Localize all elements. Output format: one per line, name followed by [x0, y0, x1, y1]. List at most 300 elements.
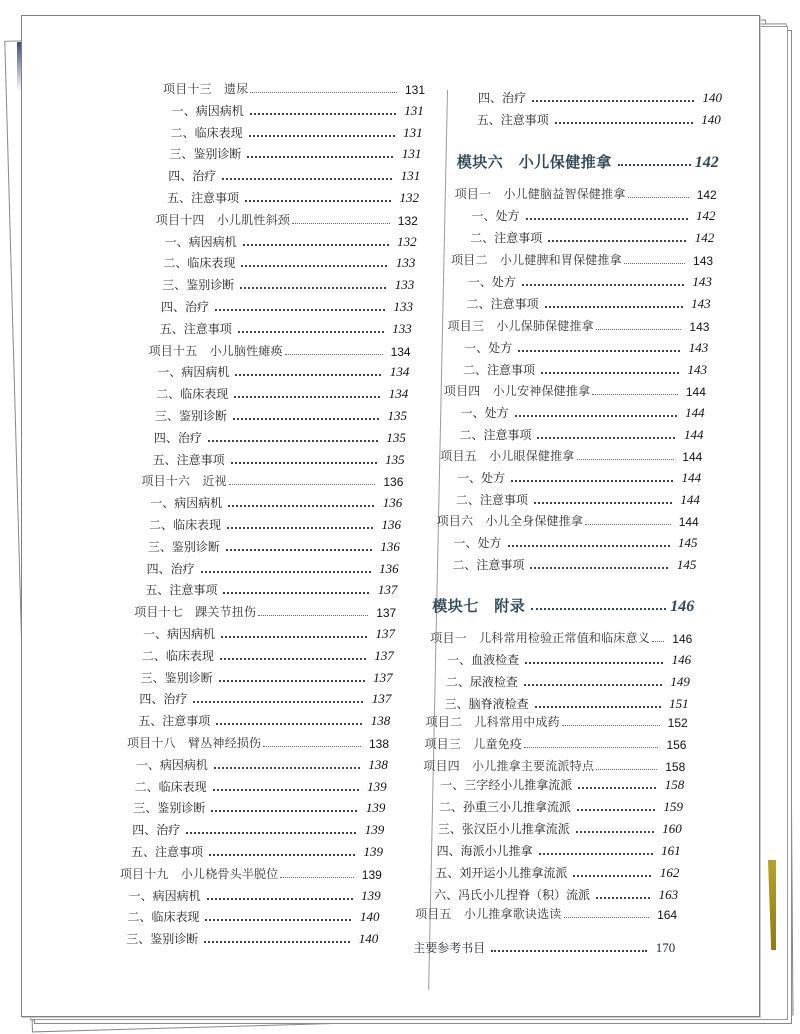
- toc-entry-label: 项目三 小儿保肺保健推拿: [447, 319, 594, 333]
- dot-leader: [243, 244, 389, 246]
- toc-page-number: 134: [388, 386, 409, 402]
- toc-entry-label: 五、刘开运小儿推拿流派: [435, 866, 568, 880]
- dot-leader: [280, 877, 353, 878]
- toc-entry-label: 五、注意事项: [131, 845, 204, 859]
- toc-subitem: [153, 450, 405, 468]
- dot-leader: [537, 437, 675, 439]
- dot-leader: [628, 197, 689, 198]
- toc-page-number: 140: [358, 931, 379, 947]
- toc-page-number: 136: [383, 475, 404, 490]
- toc-subitem: [446, 672, 690, 690]
- dot-leader: [531, 608, 666, 610]
- toc-page-number: 135: [387, 408, 407, 423]
- toc-page-number: 133: [393, 299, 413, 314]
- toc-entry-label: 二、临床表现: [156, 387, 229, 402]
- dot-leader: [573, 875, 651, 877]
- toc-page-number: 140: [359, 909, 380, 925]
- toc-entry-label: 三、脑脊液检查: [444, 697, 529, 711]
- toc-page-number: 144: [682, 450, 703, 464]
- dot-leader: [491, 950, 647, 952]
- dot-leader: [592, 394, 678, 395]
- toc-entry-label: 二、注意事项: [466, 297, 539, 311]
- toc-page-number: 143: [693, 254, 714, 268]
- toc-subitem: [136, 755, 388, 773]
- toc-page-number: 158: [665, 760, 686, 774]
- dot-leader: [578, 787, 656, 789]
- dot-leader: [207, 898, 353, 900]
- dot-leader: [201, 571, 371, 573]
- toc-page-number: 139: [361, 887, 381, 903]
- dot-leader: [596, 769, 657, 770]
- toc-references-heading: [413, 938, 675, 956]
- dot-leader: [258, 615, 368, 616]
- toc-page-number: 142: [696, 208, 716, 223]
- dot-leader: [228, 505, 374, 507]
- toc-page-number: 160: [662, 821, 682, 836]
- toc-subitem: [435, 863, 679, 881]
- toc-subitem: [133, 798, 385, 816]
- toc-subitem: [162, 275, 414, 293]
- toc-item: [440, 446, 702, 464]
- toc-page-number: 144: [681, 470, 702, 485]
- toc-page-number: 136: [381, 517, 402, 532]
- dot-leader: [532, 100, 694, 102]
- toc-subitem: [142, 646, 394, 664]
- toc-subitem: [163, 253, 415, 271]
- toc-item: [424, 734, 686, 752]
- toc-entry-label: 一、病因病机: [164, 234, 237, 249]
- toc-entry-label: 一、病因病机: [135, 757, 208, 772]
- toc-page-number: 131: [403, 124, 423, 140]
- dot-leader: [585, 524, 671, 525]
- toc-entry-label: 一、病因病机: [150, 496, 223, 511]
- toc-entry-label: 项目十六 近视: [141, 474, 227, 489]
- toc-subitem: [154, 428, 406, 446]
- toc-page-number: 161: [661, 843, 681, 858]
- dot-leader: [193, 701, 363, 703]
- dot-leader: [511, 480, 673, 482]
- dot-leader: [292, 223, 390, 224]
- toc-entry-label: 项目四 小儿推拿主要流派特点: [423, 759, 595, 773]
- toc-item: [444, 381, 706, 399]
- toc-page-number: 142: [696, 188, 717, 202]
- dot-leader: [577, 809, 655, 811]
- toc-page-number: 137: [374, 647, 394, 663]
- dot-leader: [524, 684, 662, 686]
- toc-entry-label: 二、临床表现: [149, 518, 222, 532]
- toc-page-number: 144: [680, 492, 700, 507]
- toc-page-number: 133: [392, 320, 412, 336]
- dot-leader: [235, 374, 381, 376]
- toc-page-number: 159: [663, 799, 683, 814]
- toc-subitem: [445, 694, 689, 712]
- toc-entry-label: 项目十四 小儿肌性斜颈: [155, 212, 290, 227]
- toc-page-number: 138: [368, 756, 388, 772]
- toc-subitem: [135, 777, 387, 795]
- toc-entry-label: 六、冯氏小儿捏脊（积）流派: [434, 888, 591, 902]
- toc-page-number: 139: [364, 822, 385, 838]
- toc-page-number: 139: [363, 844, 384, 859]
- dot-leader: [508, 545, 670, 547]
- toc-page-number: 163: [658, 887, 679, 902]
- toc-entry-label: 二、注意事项: [463, 363, 536, 377]
- toc-entry-label: 一、病因病机: [171, 103, 244, 118]
- toc-subitem: [472, 206, 716, 224]
- dot-leader: [535, 706, 661, 708]
- toc-subitem: [145, 580, 397, 598]
- toc-subitem: [132, 820, 384, 838]
- dot-leader: [522, 284, 684, 286]
- toc-entry-label: 四、治疗: [161, 300, 210, 314]
- dot-leader: [240, 287, 386, 289]
- toc-entry-label: 一、处方: [464, 341, 513, 355]
- toc-page-number: 142: [694, 154, 719, 171]
- dot-leader: [234, 396, 380, 398]
- toc-subitem: [157, 362, 409, 380]
- dot-leader: [576, 831, 654, 833]
- toc-page-number: 144: [685, 405, 705, 420]
- toc-subitem: [138, 711, 390, 729]
- toc-page-number: 137: [376, 606, 397, 621]
- toc-page-number: 136: [382, 495, 403, 511]
- toc-page-number: 158: [664, 777, 685, 792]
- dot-leader: [541, 372, 679, 374]
- dot-leader: [534, 502, 672, 504]
- toc-entry-label: 二、临床表现: [127, 910, 200, 925]
- toc-subitem: [168, 166, 420, 184]
- toc-entry-label: 二、临床表现: [163, 256, 236, 271]
- toc-item: [415, 904, 677, 922]
- toc-page-number: 152: [667, 716, 688, 730]
- toc-page-number: 135: [386, 429, 406, 445]
- toc-page-number: 137: [373, 669, 393, 685]
- dot-leader: [245, 200, 391, 202]
- dot-leader: [223, 592, 369, 594]
- toc-page-number: 131: [401, 146, 422, 162]
- dot-leader: [221, 636, 367, 638]
- toc-subitem: [440, 775, 684, 793]
- dot-leader: [227, 527, 373, 529]
- dot-leader: [247, 156, 393, 158]
- toc-subitem: [150, 493, 402, 511]
- toc-subitem: [454, 533, 698, 551]
- toc-page-number: 138: [370, 713, 391, 729]
- toc-entry-label: 一、病因病机: [157, 365, 230, 380]
- toc-item: [451, 250, 713, 268]
- toc-subitem: [467, 294, 711, 312]
- toc-entry-label: 模块七 附录: [432, 597, 526, 615]
- toc-page-number: 132: [399, 190, 419, 205]
- dot-leader: [518, 350, 680, 352]
- dot-leader: [263, 746, 361, 747]
- dot-leader: [525, 662, 663, 664]
- toc-entry-label: 二、注意事项: [452, 558, 525, 572]
- toc-subitem: [165, 232, 417, 250]
- toc-entry-label: 一、病因病机: [143, 627, 216, 641]
- toc-subitem: [149, 515, 401, 533]
- dot-leader: [285, 354, 383, 355]
- toc-entry-label: 项目二 儿科常用中成药: [425, 715, 560, 729]
- toc-entry-label: 项目十八 臂丛神经损伤: [127, 736, 262, 750]
- dot-leader: [249, 135, 395, 137]
- toc-item: [447, 316, 709, 334]
- toc-page-number: 133: [394, 277, 415, 293]
- toc-page-number: 131: [404, 83, 425, 97]
- dot-leader: [205, 919, 351, 921]
- dot-leader: [219, 680, 365, 682]
- toc-entry-label: 二、注意事项: [455, 493, 528, 507]
- toc-page-number: 162: [659, 865, 680, 880]
- dot-leader: [226, 549, 372, 551]
- toc-subitem: [461, 403, 705, 421]
- toc-page-number: 135: [385, 451, 405, 467]
- toc-subitem: [156, 384, 408, 402]
- toc-subitem: [139, 689, 391, 707]
- toc-page-number: 144: [685, 385, 706, 399]
- toc-subitem: [470, 228, 714, 246]
- toc-entry-label: 模块六 小儿保健推拿: [456, 153, 612, 171]
- toc-page-number: 156: [666, 738, 687, 752]
- toc-page-number: 132: [397, 233, 417, 249]
- toc-entry-label: 五、注意事项: [145, 583, 218, 598]
- toc-entry-label: 五、注意事项: [152, 452, 225, 467]
- toc-subitem: [171, 123, 423, 141]
- toc-entry-label: 项目一 小儿健脑益智保健推拿: [454, 187, 626, 201]
- toc-subitem: [129, 886, 381, 904]
- toc-subitem: [131, 842, 383, 860]
- toc-page-number: 145: [678, 535, 698, 550]
- dot-leader: [652, 641, 664, 642]
- toc-entry-label: 三、鉴别诊断: [169, 147, 242, 162]
- toc-subitem: [477, 110, 721, 128]
- toc-subitem: [468, 272, 712, 290]
- toc-entry-label: 三、鉴别诊断: [162, 278, 235, 293]
- toc-entry-label: 二、注意事项: [470, 231, 543, 245]
- toc-page-number: 136: [379, 560, 399, 576]
- toc-subitem: [172, 101, 424, 119]
- toc-entry-label: 四、治疗: [153, 430, 202, 445]
- toc-entry-label: 四、治疗: [132, 823, 181, 838]
- toc-entry-label: 二、临床表现: [141, 648, 214, 663]
- toc-subitem: [478, 88, 722, 106]
- toc-entry-label: 项目二 小儿健脾和胃保健推拿: [451, 253, 622, 267]
- toc-entry-label: 二、临床表现: [170, 125, 243, 140]
- toc-item: [437, 511, 699, 529]
- dot-leader: [577, 459, 675, 460]
- toc-entry-label: 四、治疗: [478, 91, 527, 105]
- toc-module-heading: [457, 148, 719, 172]
- toc-subitem: [459, 425, 703, 443]
- toc-entry-label: 五、注意事项: [167, 191, 240, 205]
- toc-module-heading: [432, 592, 694, 616]
- toc-entry-label: 四、治疗: [168, 169, 217, 184]
- toc-subitem: [457, 468, 701, 486]
- toc-subitem: [169, 144, 421, 162]
- toc-entry-label: 二、注意事项: [459, 428, 532, 442]
- dot-leader: [204, 941, 350, 943]
- toc-subitem: [126, 929, 378, 947]
- toc-page-number: 137: [377, 582, 398, 598]
- dot-leader: [215, 309, 385, 311]
- dot-leader: [229, 484, 376, 485]
- toc-subitem: [167, 188, 419, 206]
- dot-leader: [220, 658, 366, 660]
- toc-entry-label: 三、鉴别诊断: [155, 409, 228, 423]
- toc-page-number: 144: [678, 515, 699, 529]
- dot-leader: [530, 567, 668, 569]
- toc-page-number: 139: [367, 778, 387, 794]
- toc-item: [134, 602, 396, 620]
- toc-entry-label: 三、鉴别诊断: [126, 932, 199, 947]
- toc-item: [426, 712, 688, 730]
- dot-leader: [209, 854, 355, 856]
- toc-entry-label: 三、鉴别诊断: [133, 801, 206, 816]
- toc-page-number: 143: [692, 274, 712, 289]
- dot-leader: [222, 178, 392, 180]
- toc-subitem: [434, 885, 678, 903]
- dot-leader: [208, 440, 378, 442]
- toc-entry-label: 项目十九 小儿桡骨头半脱位: [119, 866, 279, 881]
- toc-entry-label: 项目十三 遗尿: [163, 82, 249, 96]
- dot-leader: [618, 164, 691, 166]
- dot-leader: [545, 306, 683, 308]
- dot-leader: [562, 725, 660, 726]
- toc-entry-label: 一、病因病机: [128, 888, 201, 903]
- toc-item: [149, 341, 411, 359]
- toc-entry-label: 五、注意事项: [138, 714, 211, 729]
- toc-item: [156, 210, 418, 228]
- toc-subitem: [463, 360, 707, 378]
- toc-entry-label: 项目十七 踝关节扭伤: [134, 605, 257, 620]
- toc-page-number: 132: [397, 213, 418, 228]
- toc-entry-label: 五、注意事项: [159, 321, 232, 336]
- toc-entry-label: 三、鉴别诊断: [140, 670, 213, 685]
- dot-leader: [596, 897, 650, 899]
- toc-subitem: [464, 338, 708, 356]
- toc-item: [127, 733, 389, 751]
- toc-page-number: 142: [694, 230, 715, 245]
- toc-subitem: [438, 819, 682, 837]
- dot-leader: [539, 853, 653, 855]
- dot-leader: [233, 418, 379, 420]
- toc-item: [423, 756, 685, 774]
- toc-page-number: 136: [380, 538, 400, 554]
- dot-leader: [216, 723, 362, 725]
- toc-item: [430, 628, 692, 646]
- toc-entry-label: 一、处方: [460, 406, 509, 420]
- toc-page-number: 146: [672, 632, 693, 646]
- toc-subitem: [160, 319, 412, 337]
- toc-page-number: 137: [375, 626, 396, 641]
- toc-entry-label: 项目四 小儿安神保健推拿: [443, 384, 591, 398]
- toc-subitem: [143, 624, 395, 642]
- toc-entry-label: 项目十五 小儿脑性瘫痪: [148, 343, 283, 358]
- toc-subitem: [141, 668, 393, 686]
- toc-subitem: [456, 490, 700, 508]
- toc-entry-label: 项目三 儿童免疫: [424, 737, 523, 751]
- toc-page-number: 140: [702, 90, 722, 105]
- dot-leader: [213, 789, 359, 791]
- toc-page-number: 144: [683, 427, 704, 442]
- toc-subitem: [439, 797, 683, 815]
- toc-page-number: 145: [676, 557, 697, 572]
- dot-leader: [250, 92, 397, 93]
- toc-item: [455, 184, 717, 202]
- toc-entry-label: 一、处方: [471, 209, 520, 223]
- toc-page-number: 139: [365, 800, 386, 816]
- toc-page-number: 170: [655, 940, 676, 955]
- toc-page-number: 133: [395, 255, 416, 271]
- toc-subitem: [147, 559, 399, 577]
- toc-page-number: 134: [390, 344, 411, 359]
- toc-subitem: [148, 537, 400, 555]
- toc-page-number: 143: [689, 320, 710, 334]
- toc-page-number: 143: [691, 296, 711, 311]
- toc-item: [141, 471, 403, 489]
- toc-page-number: 164: [657, 908, 678, 922]
- toc-entry-label: 项目五 小儿眼保健推拿: [440, 449, 575, 463]
- toc-entry-label: 一、处方: [453, 536, 502, 550]
- toc-entry-label: 二、临床表现: [134, 779, 207, 794]
- dot-leader: [555, 122, 693, 124]
- toc-page-number: 140: [701, 112, 721, 127]
- dot-leader: [526, 218, 688, 220]
- toc-entry-label: 项目六 小儿全身保健推拿: [436, 514, 584, 528]
- toc-entry-label: 主要参考书目: [413, 941, 486, 955]
- toc-subitem: [452, 555, 696, 573]
- toc-entry-label: 三、张汉臣小儿推拿流派: [437, 822, 570, 836]
- toc-entry-label: 三、鉴别诊断: [147, 539, 220, 554]
- dot-leader: [238, 331, 384, 333]
- toc-entry-label: 项目五 小儿推拿歌诀选读: [415, 907, 562, 921]
- toc-page-number: 139: [361, 867, 382, 882]
- dot-leader: [548, 240, 686, 242]
- toc-page-number: 149: [670, 674, 690, 689]
- dot-leader: [241, 265, 387, 267]
- toc-entry-label: 二、尿液检查: [445, 675, 518, 689]
- toc-item: [120, 864, 382, 882]
- toc-subitem: [437, 841, 681, 859]
- toc-entry-label: 四、海派小儿推拿: [436, 844, 533, 858]
- toc-subitem: [127, 907, 379, 925]
- dot-leader: [214, 767, 360, 769]
- dot-leader: [524, 747, 658, 748]
- toc-subitem: [447, 650, 691, 668]
- toc-page-number: 146: [671, 652, 692, 667]
- toc-entry-label: 四、治疗: [146, 561, 195, 576]
- toc-entry-label: 四、治疗: [139, 692, 188, 707]
- dot-leader: [186, 832, 356, 834]
- toc-entry-label: 一、处方: [467, 275, 516, 289]
- toc-page-number: 138: [368, 737, 390, 751]
- dot-leader: [211, 810, 357, 812]
- toc-subitem: [155, 406, 407, 424]
- toc-page-number: 146: [670, 598, 695, 615]
- toc-entry-label: 五、注意事项: [476, 113, 549, 127]
- toc-entry-label: 一、血液检查: [447, 653, 520, 667]
- dot-leader: [515, 415, 677, 417]
- toc-entry-label: 二、孙重三小儿推拿流派: [439, 800, 572, 814]
- dot-leader: [564, 917, 650, 918]
- toc-page-number: 131: [400, 168, 421, 184]
- toc-page-number: 134: [389, 364, 410, 380]
- toc-entry-label: 一、处方: [457, 471, 506, 485]
- dot-leader: [231, 462, 377, 464]
- dot-leader: [624, 263, 685, 264]
- toc-subitem: [161, 297, 413, 315]
- toc-page-number: 137: [371, 691, 392, 707]
- toc-entry-label: 项目一 儿科常用检验正常值和临床意义: [430, 631, 650, 645]
